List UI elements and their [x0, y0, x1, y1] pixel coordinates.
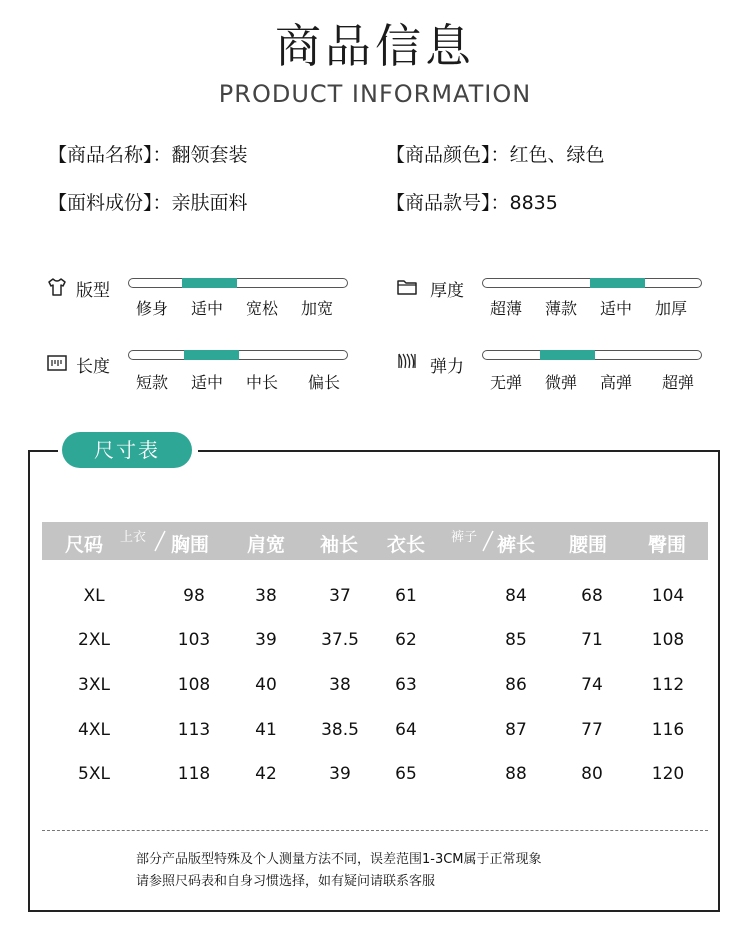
- tshirt-icon: [46, 276, 68, 298]
- table-cell: 38: [255, 586, 277, 606]
- table-cell: 80: [581, 764, 603, 784]
- size-table-tab: 尺寸表: [62, 432, 192, 468]
- size-cell: 2XL: [78, 630, 110, 650]
- header-chest: 胸围: [170, 534, 210, 556]
- info-model: 【商品款号】：8835: [386, 192, 558, 214]
- header-group-top: 上衣: [120, 530, 147, 545]
- size-table-panel: [28, 450, 720, 912]
- attr-fit-option: 修身: [136, 299, 169, 318]
- page-subtitle: PRODUCT INFORMATION: [218, 80, 532, 108]
- header-sleeve: 袖长: [319, 534, 359, 556]
- attr-length-indicator: [184, 350, 239, 360]
- attr-length-option: 中长: [246, 373, 279, 392]
- attr-elasticity-option: 超弹: [662, 373, 695, 392]
- table-cell: 108: [177, 675, 211, 695]
- attr-fit-indicator: [182, 278, 237, 288]
- table-cell: 98: [183, 586, 205, 606]
- size-cell: 3XL: [78, 675, 110, 695]
- divider: [42, 830, 708, 831]
- table-cell: 77: [581, 720, 603, 740]
- table-cell: 39: [329, 764, 351, 784]
- table-cell: 41: [255, 720, 277, 740]
- attr-thickness-option: 适中: [600, 299, 633, 318]
- table-cell: 39: [255, 630, 277, 650]
- attr-elasticity-label: 弹力: [430, 357, 464, 377]
- table-cell: 104: [651, 586, 685, 606]
- table-cell: 87: [505, 720, 527, 740]
- attr-fit-option: 加宽: [301, 299, 334, 318]
- header-pants-length: 裤长: [496, 534, 536, 556]
- table-cell: 63: [395, 675, 417, 695]
- spring-icon: [396, 350, 418, 372]
- header-waist: 腰围: [568, 534, 608, 556]
- table-cell: 84: [505, 586, 527, 606]
- info-name: 【商品名称】：翻领套装: [48, 144, 248, 166]
- table-cell: 68: [581, 586, 603, 606]
- table-cell: 64: [395, 720, 417, 740]
- table-cell: 113: [177, 720, 211, 740]
- table-cell: 112: [651, 675, 685, 695]
- table-cell: 88: [505, 764, 527, 784]
- table-cell: 65: [395, 764, 417, 784]
- header-shoulder: 肩宽: [246, 534, 286, 556]
- slash-divider: [154, 530, 166, 552]
- size-cell: 5XL: [78, 764, 110, 784]
- attr-thickness-option: 薄款: [545, 299, 578, 318]
- attr-length-option: 短款: [136, 373, 169, 392]
- attr-thickness-option: 超薄: [490, 299, 523, 318]
- attr-thickness-label: 厚度: [430, 281, 464, 301]
- slash-divider: [482, 530, 494, 552]
- table-cell: 38: [329, 675, 351, 695]
- table-cell: 118: [177, 764, 211, 784]
- table-cell: 85: [505, 630, 527, 650]
- attr-thickness-indicator: [590, 278, 645, 288]
- attr-fit-label: 版型: [76, 281, 110, 301]
- attr-fit-option: 适中: [191, 299, 224, 318]
- header-group-pants: 裤子: [451, 530, 478, 545]
- table-cell: 120: [651, 764, 685, 784]
- table-cell: 71: [581, 630, 603, 650]
- ruler-icon: [46, 352, 68, 374]
- attr-elasticity-option: 高弹: [600, 373, 633, 392]
- table-cell: 38.5: [321, 720, 359, 740]
- table-cell: 108: [651, 630, 685, 650]
- table-cell: 37: [329, 586, 351, 606]
- table-cell: 74: [581, 675, 603, 695]
- attr-elasticity-bar: [482, 350, 702, 360]
- table-cell: 103: [177, 630, 211, 650]
- attr-elasticity-option: 无弹: [490, 373, 523, 392]
- table-cell: 62: [395, 630, 417, 650]
- attr-fit-option: 宽松: [246, 299, 279, 318]
- header-hip: 臀围: [647, 534, 687, 556]
- size-cell: 4XL: [78, 720, 110, 740]
- page-title: 商品信息: [275, 19, 475, 73]
- note-line: 部分产品版型特殊及个人测量方法不同，误差范围1-3CM属于正常现象: [136, 852, 542, 867]
- table-cell: 42: [255, 764, 277, 784]
- table-cell: 86: [505, 675, 527, 695]
- attr-length-option: 适中: [191, 373, 224, 392]
- attr-length-option: 偏长: [308, 373, 341, 392]
- attr-fit-bar: [128, 278, 348, 288]
- header-size: 尺码: [64, 534, 104, 556]
- table-cell: 37.5: [321, 630, 359, 650]
- size-cell: XL: [83, 586, 105, 606]
- attr-elasticity-indicator: [540, 350, 595, 360]
- attr-length-bar: [128, 350, 348, 360]
- attr-thickness-option: 加厚: [655, 299, 688, 318]
- attr-thickness-bar: [482, 278, 702, 288]
- table-cell: 61: [395, 586, 417, 606]
- note-line: 请参照尺码表和自身习惯选择，如有疑问请联系客服: [136, 874, 436, 889]
- info-material: 【面料成份】：亲肤面料: [48, 192, 248, 214]
- attr-length-label: 长度: [76, 357, 110, 377]
- folder-icon: [396, 276, 418, 298]
- attr-elasticity-option: 微弹: [545, 373, 578, 392]
- table-cell: 40: [255, 675, 277, 695]
- header-top-length: 衣长: [386, 534, 426, 556]
- info-color: 【商品颜色】：红色、绿色: [386, 144, 605, 166]
- table-cell: 116: [651, 720, 685, 740]
